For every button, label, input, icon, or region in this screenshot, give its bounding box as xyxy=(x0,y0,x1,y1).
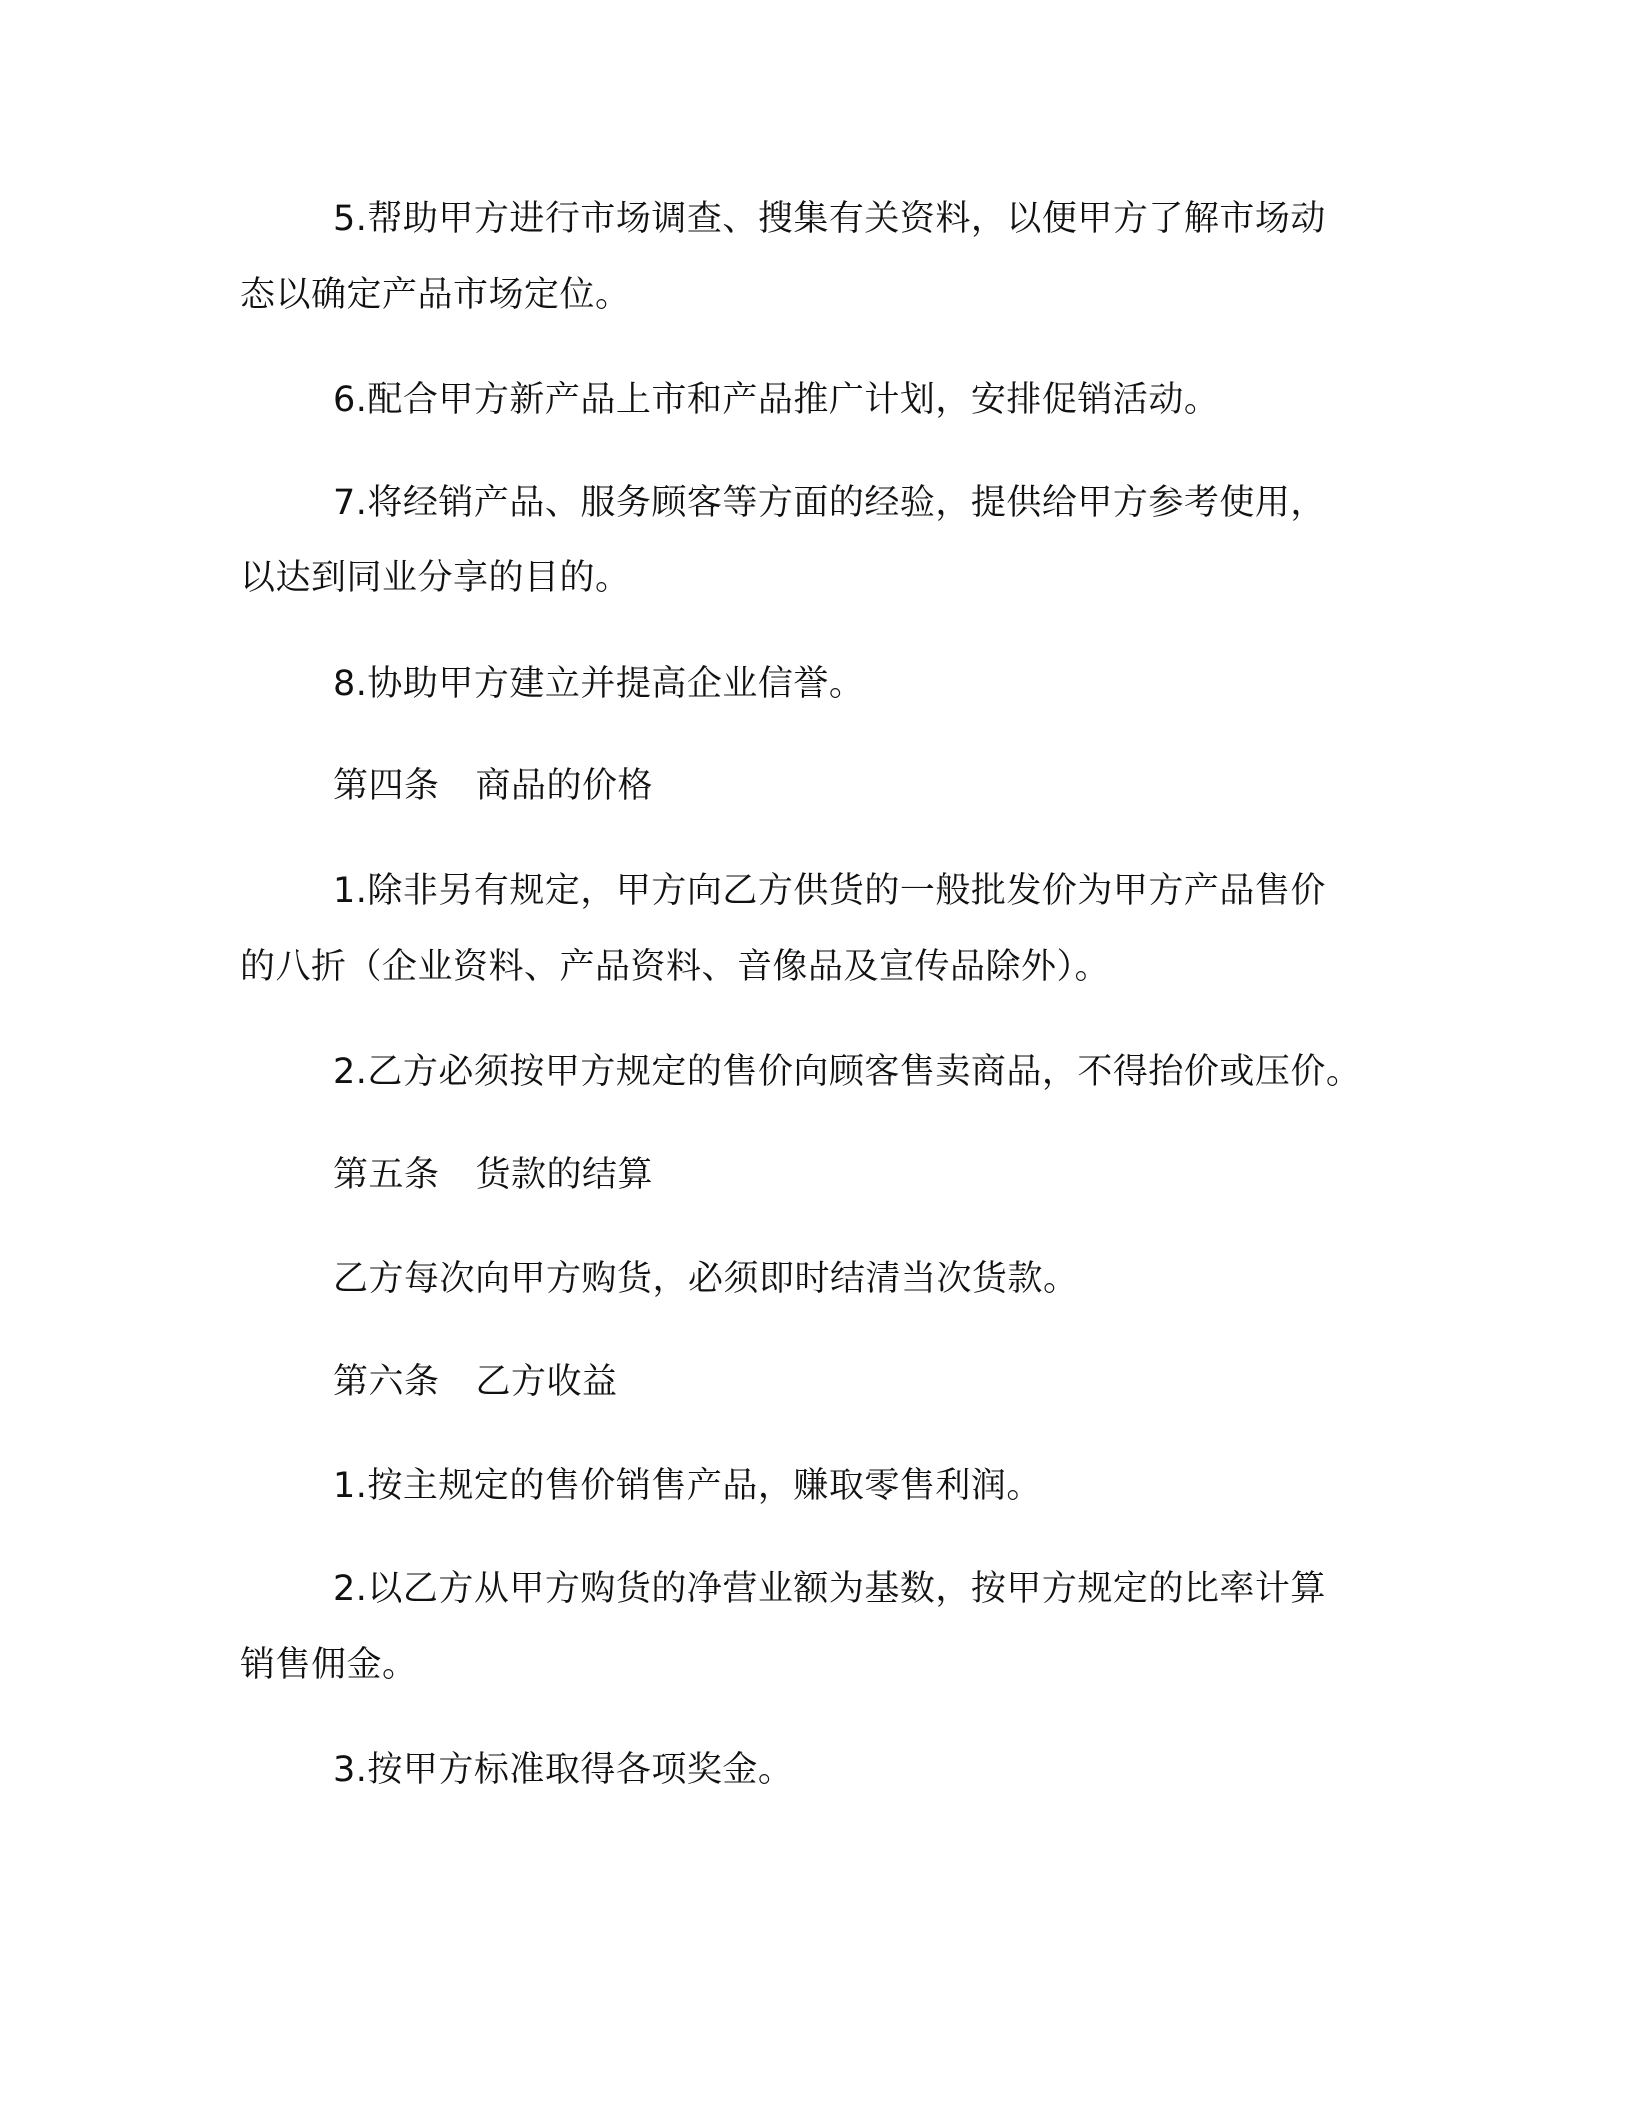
paragraph-line: 1.按主规定的售价销售产品，赚取零售利润。 xyxy=(333,1466,1042,1506)
paragraph-line: 乙方每次向甲方购货，必须即时结清当次货款。 xyxy=(333,1259,1079,1299)
paragraph-line: 1.除非另有规定，甲方向乙方供货的一般批发价为甲方产品售价 xyxy=(333,871,1326,911)
article-heading xyxy=(333,1360,618,1404)
paragraph-line: 5.帮助甲方进行市场调查、搜集有关资料，以便甲方了解市场动 xyxy=(333,199,1326,239)
article-heading xyxy=(333,1153,653,1197)
article-title: 商品的价格 xyxy=(475,766,654,806)
paragraph-line: 2.以乙方从甲方购货的净营业额为基数，按甲方规定的比率计算 xyxy=(333,1569,1326,1609)
paragraph-line: 7.将经销产品、服务顾客等方面的经验，提供给甲方参考使用， xyxy=(333,483,1326,523)
paragraph-line: 8.协助甲方建立并提高企业信誉。 xyxy=(333,664,865,704)
article-number: 第四条 xyxy=(333,766,440,806)
article-number: 第五条 xyxy=(333,1155,440,1195)
article-title: 乙方收益 xyxy=(475,1362,618,1402)
article-title: 货款的结算 xyxy=(475,1155,654,1195)
paragraph-line: 态以确定产品市场定位。 xyxy=(240,275,631,315)
paragraph-line: 销售佣金。 xyxy=(240,1645,418,1685)
paragraph-line: 的八折（企业资料、产品资料、音像品及宣传品除外）。 xyxy=(240,947,1111,987)
paragraph-line: 6.配合甲方新产品上市和产品推广计划，安排促销活动。 xyxy=(333,380,1220,420)
article-number: 第六条 xyxy=(333,1362,440,1402)
paragraph-line: 2.乙方必须按甲方规定的售价向顾客售卖商品，不得抬价或压价。 xyxy=(333,1052,1362,1092)
paragraph-line: 以达到同业分享的目的。 xyxy=(240,558,631,598)
paragraph-line: 3.按甲方标准取得各项奖金。 xyxy=(333,1750,794,1790)
article-heading xyxy=(333,764,653,808)
